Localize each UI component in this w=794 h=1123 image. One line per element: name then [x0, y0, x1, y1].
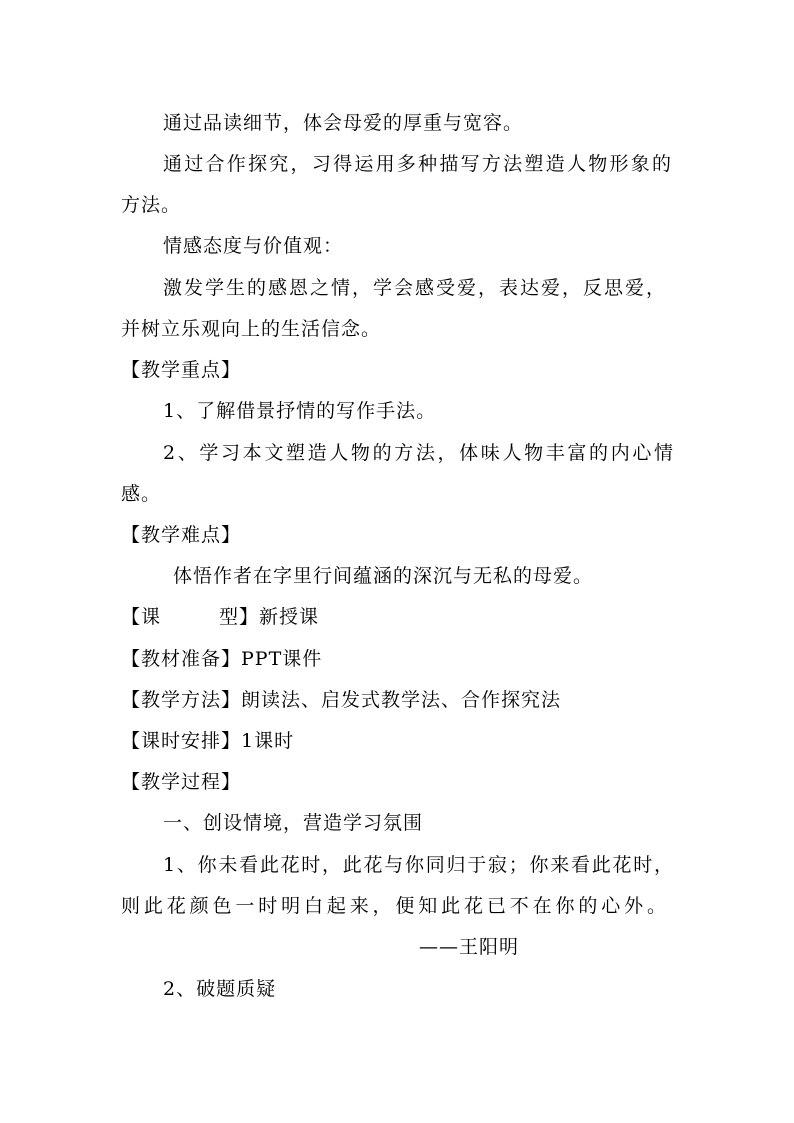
- materials-value: PPT课件: [241, 648, 323, 670]
- difficulty-heading: 【教学难点】: [121, 524, 242, 546]
- process-item-2: 2、破题质疑: [163, 978, 277, 1000]
- emotion-heading: 情感态度与价值观：: [163, 235, 344, 257]
- methods-label: 【教学方法】: [121, 689, 242, 711]
- quote-author: ——王阳明: [419, 936, 520, 958]
- process-heading: 【教学过程】: [121, 771, 242, 793]
- objective-line-3b: 并树立乐观向上的生活信念。: [121, 318, 382, 340]
- hours-label: 【课时安排】: [121, 730, 242, 752]
- objective-line-2b: 方法。: [121, 194, 182, 216]
- hours-value: 1课时: [241, 730, 295, 752]
- key-point-2b: 感。: [121, 483, 162, 505]
- key-points-heading: 【教学重点】: [121, 359, 242, 381]
- materials-label: 【教材准备】: [121, 648, 242, 670]
- objective-line-2a: 通过合作探究，习得运用多种描写方法塑造人物形象的: [163, 153, 671, 175]
- methods-value: 朗读法、启发式教学法、合作探究法: [241, 689, 562, 711]
- key-point-2a: 2、学习本文塑造人物的方法，体味人物丰富的内心情: [163, 442, 673, 464]
- objective-line-1: 通过品读细节，体会母爱的厚重与宽容。: [163, 112, 524, 134]
- difficulty-text: 体悟作者在字里行间蕴涵的深沉与无私的母爱。: [173, 565, 594, 587]
- quote-line-b: 则此花颜色一时明白起来，便知此花已不在你的心外。: [121, 895, 666, 917]
- materials-row: [121, 646, 322, 672]
- hours-row: [121, 728, 294, 754]
- methods-row: [121, 687, 561, 713]
- key-point-1: 1、了解借景抒情的写作手法。: [163, 400, 437, 422]
- lesson-type-label-left: 【课: [121, 606, 162, 628]
- objective-line-3a: 激发学生的感恩之情，学会感受爱，表达爱，反思爱，: [163, 277, 665, 299]
- lesson-type-row: [121, 604, 319, 630]
- process-section-1: 一、创设情境，营造学习氛围: [163, 812, 424, 834]
- lesson-type-value: 新授课: [259, 606, 320, 628]
- lesson-type-label-right: 型】: [219, 606, 260, 628]
- quote-line-a: 1、你未看此花时，此花与你同归于寂；你来看此花时，: [163, 854, 673, 876]
